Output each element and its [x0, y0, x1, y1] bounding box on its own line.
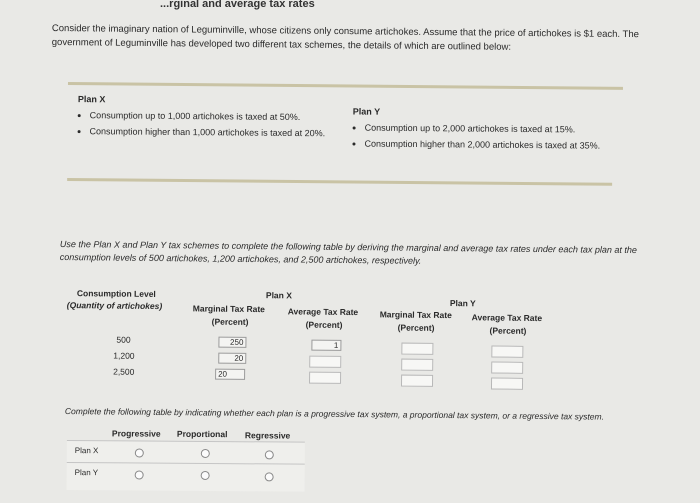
plan-y-progressive-radio[interactable]	[135, 470, 144, 479]
header-y-marginal-percent: (Percent)	[397, 322, 435, 333]
x-average-500-input[interactable]: 1	[311, 340, 341, 351]
intro-paragraph: Consider the imaginary nation of Leguminville, whose citizens only consume artichokes. Assume that the price of artichokes is $1 each. The government of Leguminville has developed two different tax schemes, the details of which are outlined below:	[51, 22, 639, 53]
divider	[67, 178, 612, 186]
plans-box	[67, 82, 623, 195]
y-marginal-500-input[interactable]	[401, 343, 433, 355]
row-level: 500	[116, 334, 131, 345]
header-regressive: Regressive	[244, 430, 291, 441]
header-y-average-percent: (Percent)	[489, 325, 527, 336]
instructions-text: Use the Plan X and Plan Y tax schemes to complete the following table by deriving the marginal and average tax rates under each tax plan at the consumption levels of 500 artichokes, 1,200 artichokes, and 2,500 artichokes, respectively.	[59, 238, 637, 266]
plan-x-bullet: • Consumption higher than 1,000 artichokes is taxed at 20%.	[90, 124, 328, 140]
y-average-1200-input[interactable]	[491, 361, 523, 373]
x-marginal-500-input[interactable]: 250	[218, 337, 246, 348]
y-average-500-input[interactable]	[491, 345, 523, 357]
plan-y-block	[352, 104, 602, 154]
header-x-marginal: Marginal Tax Rate	[192, 303, 265, 315]
plan-x-title: Plan X	[77, 94, 106, 105]
header-x-average-percent: (Percent)	[305, 319, 343, 330]
plan-x-progressive-radio[interactable]	[135, 448, 144, 457]
tax-rate-table	[61, 288, 582, 403]
x-marginal-2500-input[interactable]: 20	[215, 369, 245, 380]
row-label-plan-x: Plan X	[74, 446, 99, 456]
header-plan-y: Plan Y	[449, 298, 476, 309]
plan-y-title: Plan Y	[352, 106, 381, 117]
plan-y-bullet: • Consumption higher than 2,000 artichokes is taxed at 35%.	[364, 137, 602, 153]
tax-system-table	[67, 426, 307, 498]
table-row	[67, 462, 305, 487]
complete-instructions: Complete the following table by indicating whether each plan is a progressive tax system, a proportional tax system, or a regressive tax system.	[64, 406, 605, 422]
header-x-average: Average Tax Rate	[287, 306, 359, 318]
divider	[68, 82, 623, 90]
plan-y-regressive-radio[interactable]	[265, 472, 274, 481]
header-y-average: Average Tax Rate	[471, 312, 543, 324]
y-average-2500-input[interactable]	[491, 377, 523, 389]
row-label-plan-y: Plan Y	[74, 468, 99, 478]
y-marginal-2500-input[interactable]	[401, 375, 433, 387]
x-average-1200-input[interactable]	[309, 356, 341, 368]
plan-y-proportional-radio[interactable]	[201, 471, 210, 480]
header-progressive: Progressive	[111, 428, 161, 439]
header-proportional: Proportional	[176, 428, 228, 440]
plan-x-proportional-radio[interactable]	[201, 449, 210, 458]
row-level: 2,500	[113, 366, 135, 377]
header-consumption-sub: (Quantity of artichokes)	[66, 300, 163, 312]
plan-y-bullet: • Consumption up to 2,000 artichokes is taxed at 15%.	[365, 121, 603, 137]
table-row	[67, 440, 305, 465]
header-x-marginal-percent: (Percent)	[211, 316, 249, 327]
x-marginal-1200-input[interactable]: 20	[218, 353, 246, 364]
plan-x-bullet: • Consumption up to 1,000 artichokes is taxed at 50%.	[90, 108, 328, 124]
header-y-marginal: Marginal Tax Rate	[379, 309, 452, 321]
x-average-2500-input[interactable]	[309, 372, 341, 384]
header-consumption: Consumption Level	[76, 288, 156, 299]
plan-x-block	[77, 92, 327, 142]
plan-x-regressive-radio[interactable]	[265, 450, 274, 459]
page-title: ...rginal and average tax rates	[160, 0, 315, 10]
row-level: 1,200	[113, 350, 135, 361]
header-plan-x: Plan X	[265, 290, 292, 301]
y-marginal-1200-input[interactable]	[401, 359, 433, 371]
